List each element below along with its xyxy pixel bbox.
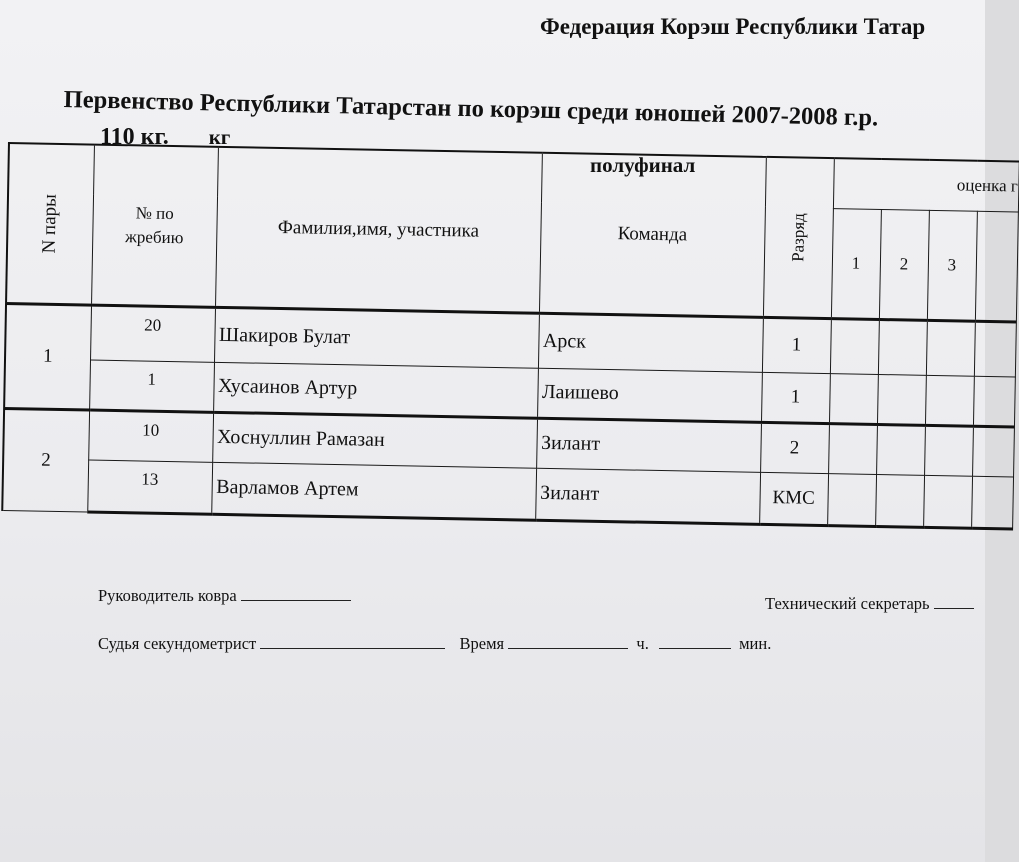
hours-label: ч. [636,634,649,653]
participant-team: Арск [538,313,763,372]
weight-value: 110 кг. [100,124,169,150]
protocol-table [1,142,1019,530]
timekeeper-label: Судья секундометрист [98,634,257,653]
score-cell [925,375,974,426]
score-cell [972,426,1014,477]
col-score-1: 1 [831,208,881,319]
weight-unit: кг [208,125,231,149]
score-cell [877,374,926,425]
col-name-header: Фамилия,имя, участника [215,147,542,313]
score-cell [878,319,927,375]
participant-name: Хоснуллин Рамазан [212,412,537,468]
tech-secretary-line [934,594,974,609]
pair-number: 1 [4,303,91,410]
participant-team: Зилант [536,418,761,472]
participant-team: Лаишево [537,368,762,422]
participant-name: Варламов Артем [211,462,536,520]
participant-name: Хусаинов Артур [213,362,538,418]
score-cell [830,318,879,374]
score-cell [829,373,878,424]
col-score-3: 3 [927,210,977,321]
score-cell [827,473,876,526]
participant-rank: 2 [760,422,829,473]
score-cell [971,476,1013,529]
time-label: Время [459,634,505,653]
tech-secretary-label: Технический секретарь [765,594,930,613]
participant-rank: 1 [762,317,831,373]
stage-label: полуфинал [590,153,696,177]
score-cell [924,425,973,476]
pair-number: 2 [2,408,89,512]
score-cell [875,474,924,527]
minutes-line [659,634,731,649]
score-cell [974,321,1016,377]
hours-line [508,634,628,649]
draw-number: 1 [89,360,214,412]
protocol-table-wrap [1,142,1018,530]
col-draw-header: № по жребию [91,145,218,307]
draw-number: 13 [87,460,212,514]
federation-title: Федерация Корэш Республики Татар [540,14,926,39]
timekeeper-line [260,634,445,649]
participant-rank: 1 [761,372,830,423]
score-cell [973,376,1015,427]
timekeeper-signature [98,634,771,654]
draw-number: 10 [88,410,213,462]
col-score-2: 2 [879,209,929,320]
participant-rank: КМС [759,472,828,525]
col-pair-header: N пары [6,143,94,305]
col-score-4 [975,211,1018,322]
score-cell [828,423,877,474]
draw-number: 20 [90,305,215,362]
minutes-label: мин. [739,634,772,653]
col-team-header: Команда [539,153,766,317]
score-cell [876,424,925,475]
championship-title: Первенство Республики Татарстан по корэш среди юношей 2007-2008 г.р. [63,86,879,132]
tech-secretary-signature [765,594,974,614]
col-score-header: оценка г [833,158,1019,211]
score-cell [923,475,972,528]
mat-head-signature [98,586,351,606]
score-cell [926,320,975,376]
participant-team: Зилант [535,468,760,524]
col-rank-header: Разряд [763,157,834,318]
header-row-1 [8,143,1019,212]
mat-head-line [241,586,351,601]
participant-name: Шакиров Булат [214,307,539,368]
mat-head-label: Руководитель ковра [98,586,237,605]
